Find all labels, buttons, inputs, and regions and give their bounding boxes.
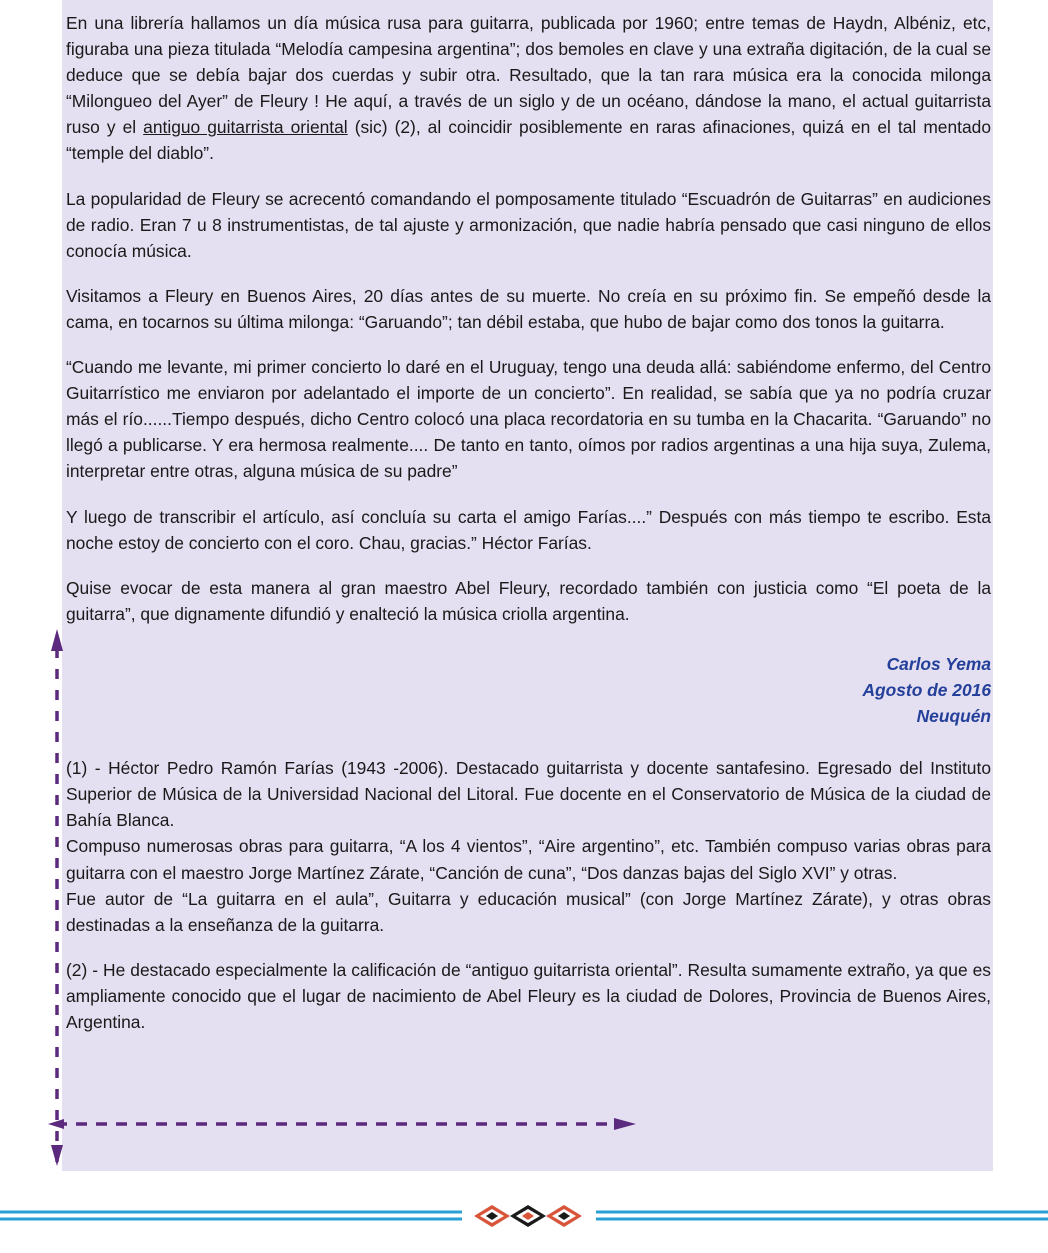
paragraph-1-text-b: (sic) (2), al coincidir posiblemente en raras afinaciones, quizá en el tal mentado “temple del diablo”. — [66, 117, 992, 164]
footnote-2: (2) - He destacado especialmente la calificación de “antiguo guitarrista oriental”. Resulta sumamente extraño, ya que es ampliamente conocido que el lugar de nacimiento de Abel Fleury es la ciudad de Dolores, Provincia de Buenos Aires, Argentina. — [66, 959, 991, 1032]
signature-place: Neuquén — [916, 706, 991, 727]
paragraph-6: Quise evocar de esta manera al gran maestro Abel Fleury, recordado también con justicia como “El poeta de la guitarra”, que dignamente difundió y enalteció la música criolla argentina. — [66, 577, 991, 624]
paragraph-2: La popularidad de Fleury se acrecentó comandando el pomposamente titulado “Escuadrón de Guitarras” en audiciones de radio. Eran 7 u 8 instrumentistas, de tal ajuste y armonización, que nadie habría pensado que casi ninguno de ellos conocía música. — [66, 188, 991, 261]
andean-diamond-ornament-icon — [474, 1205, 582, 1227]
signature-date: Agosto de 2016 — [862, 679, 991, 700]
author-name: Carlos Yema — [886, 653, 991, 674]
footnote-1-a: (1) - Héctor Pedro Ramón Farías (1943 -2006). Destacado guitarrista y docente santafesino. Egresado del Instituto Superior de Música de la Universidad Nacional del Litoral. Fue docente en el Conservatorio de Música de la ciudad de Bahía Blanca. — [66, 758, 991, 831]
paragraph-3: Visitamos a Fleury en Buenos Aires, 20 días antes de su muerte. No creía en su próximo fin. Se empeñó desde la cama, en tocarnos su última milonga: “Garuando”; tan débil estaba, que hubo de bajar como dos tonos la guitarra. — [66, 285, 991, 332]
underlined-phrase: antiguo guitarrista oriental — [143, 117, 348, 138]
paragraph-1-text-a: En una librería hallamos un día música rusa para guitarra, publicada por 1960; entre temas de Haydn, Albéniz, etc, figuraba una pieza titulada “Melodía campesina argentina”; dos bemoles en clave y una extraña digitación, de la cual se deduce que se debía bajar dos cuerdas y subir otra. Resultado, que la tan rara música era la conocida milonga “Milongueo del Ayer” de Fleury ! He aquí, a través de un siglo y de un océano, dándose la mano, el actual guitarrista ruso y el — [66, 13, 991, 138]
footnote-1-c: Fue autor de “La guitarra en el aula”, Guitarra y educación musical” (con Jorge Martínez Zárate), y otras obras destinadas a la enseñanza de la guitarra. — [66, 888, 991, 935]
paragraph-4: “Cuando me levante, mi primer concierto lo daré en el Uruguay, tengo una deuda allá: sabiéndome enfermo, del Centro Guitarrístico me enviaron por adelantado el importe de un concierto”. En realidad, se sabía que ya no podría cruzar más el río......Tiempo después, dicho Centro colocó una placa recordatoria en su tumba en la Chacarita. “Garuando” no llegó a publicarse. Y era hermosa realmente.... De tanto en tanto, oímos por radios argentinas a una hija suya, Zulema, interpretar entre otras, alguna música de su padre” — [66, 357, 991, 482]
paragraph-5: Y luego de transcribir el artículo, así concluía su carta el amigo Farías....” Después con más tiempo te escribo. Esta noche estoy de concierto con el coro. Chau, gracias.” Héctor Farías. — [66, 506, 991, 553]
dashed-arrow-icon — [48, 629, 636, 1166]
footnote-1-b: Compuso numerosas obras para guitarra, “A los 4 vientos”, “Aire argentino”, etc. También compuso varias obras para guitarra con el maestro Jorge Martínez Zárate, “Canción de cuna”, “Dos danzas bajas del Siglo XVI” y otras. — [66, 836, 991, 883]
